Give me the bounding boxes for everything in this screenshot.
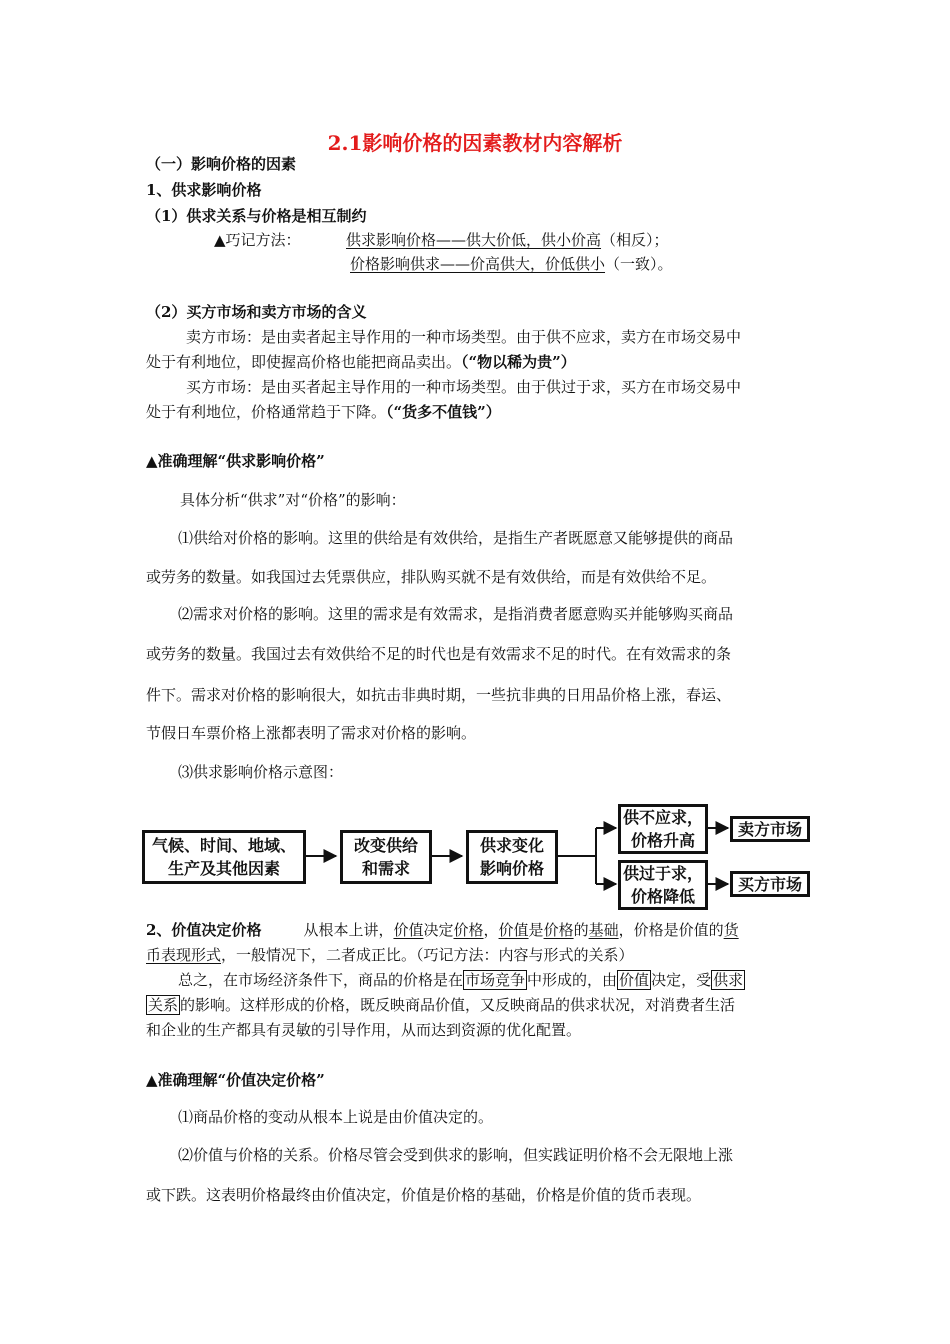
document-title: 2.1影响价格的因素教材内容解析 (327, 131, 623, 155)
value-section-line-1 (146, 919, 739, 940)
flow-box-shortage-line-2: 价格升高 (630, 831, 695, 850)
value-point-1: ⑴商品价格的变动从根本上说是由价值决定的。 (178, 1108, 494, 1126)
flow-box-buyer-market (730, 871, 810, 897)
summary-boxed-supply-demand-2: 关系 (148, 996, 179, 1014)
analysis-supply-line-2: 或劳务的数量。如我国过去凭票供应，排队购买就不是有效供给，而是有效供给不足。 (146, 568, 717, 586)
value-underline-2: 价格 (453, 921, 484, 939)
flow-box-seller-market-label: 卖方市场 (737, 819, 802, 839)
flow-box-affect-line-1: 供求变化 (479, 836, 544, 855)
value-text-3: ， (483, 921, 499, 939)
value-underline-7: 币表现形式 (146, 946, 222, 964)
seller-market-text: 处于有利地位，即使握高价格也能把商品卖出。 (146, 353, 462, 371)
value-text-5: 的 (573, 921, 589, 939)
value-underline-3: 价值 (498, 921, 529, 939)
summary-boxed-market-competition: 市场竞争 (465, 971, 526, 989)
understand-heading-value: ▲准确理解“价值决定价格” (146, 1071, 325, 1089)
value-underline-1: 价值 (393, 921, 424, 939)
value-text-7: ，一般情况下，二者成正比。（巧记方法：内容与形式的关系） (221, 946, 634, 964)
summary-boxed-supply-demand-1: 供求 (713, 971, 744, 989)
flow-box-shortage (618, 804, 708, 854)
tip-line-2-underlined: 价格影响供求——价高供大，价低供小 (350, 255, 606, 273)
value-text-1: 从根本上讲， (303, 921, 394, 939)
subsection-heading-supply-demand: 1、供求影响价格 (146, 181, 262, 199)
flow-box-factors-line-2: 生产及其他因素 (167, 859, 280, 878)
analysis-demand-line-3: 件下。需求对价格的影响很大，如抗击非典时期，一些抗非典的日用品价格上涨，春运、 (146, 686, 732, 704)
subsection-heading-market-types: （2）买方市场和卖方市场的含义 (146, 303, 367, 321)
section-heading-factors: （一）影响价格的因素 (146, 155, 297, 173)
value-text-2: 决定 (423, 921, 454, 939)
analysis-diagram-caption: ⑶供求影响价格示意图： (178, 763, 344, 781)
flow-box-shortage-line-1: 供不应求， (622, 808, 703, 827)
flow-box-factors-line-1: 气候、时间、地域、 (151, 836, 296, 855)
tip-label: ▲巧记方法： (214, 231, 301, 249)
flow-box-affect-line-2: 影响价格 (479, 859, 544, 878)
value-text-4: 是 (528, 921, 544, 939)
flow-box-surplus-line-2: 价格降低 (630, 887, 695, 906)
value-underline-6: 货 (723, 921, 739, 939)
buyer-market-quote: （“货多不值钱”） (386, 403, 501, 421)
flow-box-seller-market (730, 816, 810, 842)
value-underline-4: 价格 (543, 921, 574, 939)
value-point-2-line-2: 或下跌。这表明价格最终由价值决定，价值是价格的基础，价格是价值的货币表现。 (146, 1186, 702, 1204)
analysis-intro: 具体分析“供求”对“价格”的影响： (180, 491, 406, 509)
summary-text-d: 的影响。这样形成的价格，既反映商品价值，又反映商品的供求状况，对消费者生活 (180, 996, 736, 1014)
subsection-heading-mutual-restraint: （1）供求关系与价格是相互制约 (146, 207, 367, 225)
flow-box-change-line-2: 和需求 (361, 859, 410, 878)
tip-line-1-note: （相反）； (601, 231, 669, 249)
value-point-2-line-1: ⑵价值与价格的关系。价格尽管会受到供求的影响，但实践证明价格不会无限地上涨 (178, 1146, 734, 1164)
tip-line-2-note: （一致）。 (605, 255, 673, 273)
flow-box-surplus-line-1: 供过于求， (622, 864, 703, 883)
summary-boxed-value: 价值 (619, 971, 650, 989)
summary-line-2 (146, 994, 735, 1015)
buyer-market-text: 处于有利地位，价格通常趋于下降。 (146, 403, 387, 421)
understand-heading-supply-demand: ▲准确理解“供求影响价格” (146, 452, 325, 470)
analysis-supply-line-1: ⑴供给对价格的影响。这里的供给是有效供给，是指生产者既愿意又能够提供的商品 (178, 529, 734, 547)
value-section-heading: 2、价值决定价格 (146, 921, 262, 939)
analysis-demand-line-4: 节假日车票价格上涨都表明了需求对价格的影响。 (146, 724, 477, 742)
flow-box-buyer-market-label: 买方市场 (737, 874, 802, 894)
summary-text-c: 决定，受 (651, 971, 712, 989)
value-text-6: ，价格是价值的 (618, 921, 724, 939)
tip-line-1-underlined: 供求影响价格——供大价低，供小价高 (346, 231, 602, 249)
seller-market-quote: （“物以稀为贵”） (461, 353, 576, 371)
analysis-demand-line-2: 或劳务的数量。我国过去有效供给不足的时代也是有效需求不足的时代。在有效需求的条 (146, 645, 732, 663)
value-underline-5: 基础 (588, 921, 619, 939)
flow-box-change-supply-demand (340, 830, 432, 884)
summary-text-a: 总之，在市场经济条件下，商品的价格是在 (178, 971, 464, 989)
flow-box-surplus (618, 860, 708, 910)
flow-box-factors (142, 830, 306, 884)
flow-box-affect-price (466, 830, 558, 884)
seller-market-line-1: 卖方市场：是由卖者起主导作用的一种市场类型。由于供不应求，卖方在市场交易中 (186, 328, 742, 346)
buyer-market-line-1: 买方市场：是由买者起主导作用的一种市场类型。由于供过于求，买方在市场交易中 (186, 378, 742, 396)
summary-line-1 (178, 969, 745, 990)
flow-box-change-line-1: 改变供给 (353, 836, 418, 855)
summary-line-3: 和企业的生产都具有灵敏的引导作用，从而达到资源的优化配置。 (146, 1021, 582, 1039)
summary-text-b: 中形成的，由 (527, 971, 618, 989)
analysis-demand-line-1: ⑵需求对价格的影响。这里的需求是有效需求，是指消费者愿意购买并能够购买商品 (178, 605, 734, 623)
value-section-line-2 (146, 944, 634, 965)
